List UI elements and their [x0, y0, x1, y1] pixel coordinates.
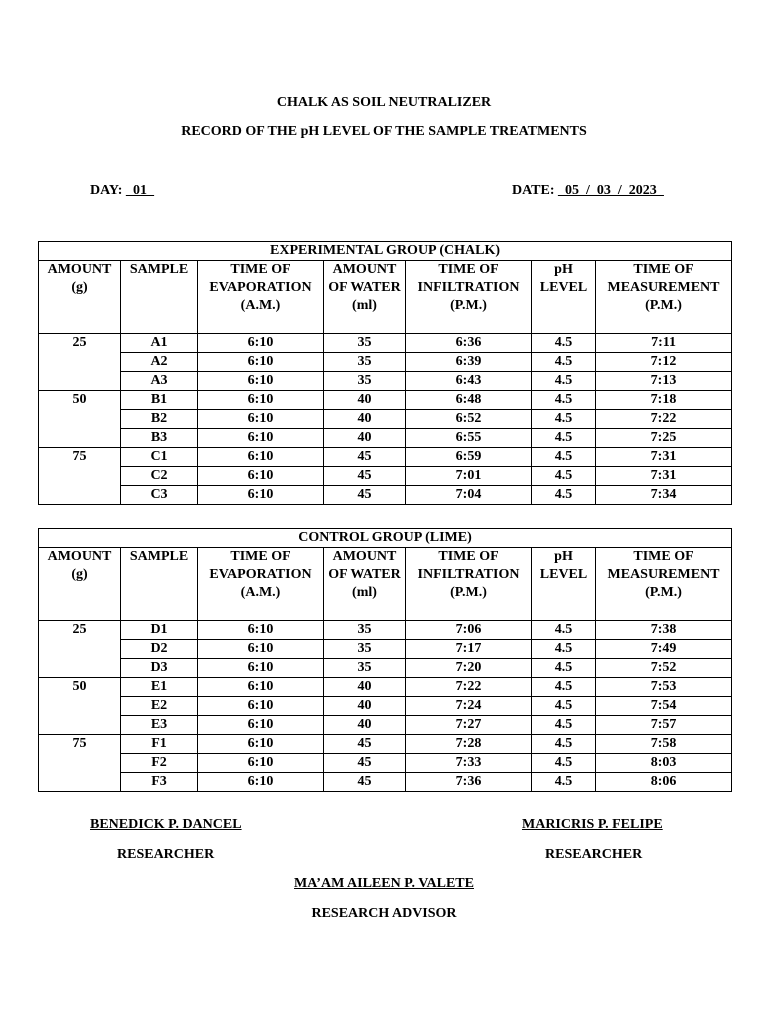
water-cell: 40	[324, 697, 406, 716]
measurement-cell: 7:13	[596, 372, 732, 391]
measurement-cell: 7:18	[596, 391, 732, 410]
infiltration-cell: 7:01	[406, 467, 532, 486]
water-cell: 45	[324, 448, 406, 467]
col-header-ph: pH LEVEL	[532, 261, 596, 334]
measurement-cell: 7:22	[596, 410, 732, 429]
ph-cell: 4.5	[532, 391, 596, 410]
table-row	[39, 640, 732, 659]
water-cell: 45	[324, 486, 406, 505]
ph-cell: 4.5	[532, 372, 596, 391]
evaporation-cell: 6:10	[198, 353, 324, 372]
measurement-cell: 7:49	[596, 640, 732, 659]
infiltration-cell: 7:04	[406, 486, 532, 505]
ph-cell: 4.5	[532, 773, 596, 792]
day-field	[90, 183, 154, 199]
table-row	[39, 678, 732, 697]
amount-cell: 25	[39, 334, 121, 391]
evaporation-cell: 6:10	[198, 716, 324, 735]
researcher2-role: RESEARCHER	[545, 847, 643, 862]
ph-cell: 4.5	[532, 448, 596, 467]
researcher1-role: RESEARCHER	[117, 847, 215, 862]
evaporation-cell: 6:10	[198, 621, 324, 640]
water-cell: 35	[324, 640, 406, 659]
table-row	[39, 372, 732, 391]
table-row	[39, 467, 732, 486]
water-cell: 40	[324, 716, 406, 735]
water-cell: 40	[324, 410, 406, 429]
water-cell: 40	[324, 678, 406, 697]
infiltration-cell: 6:48	[406, 391, 532, 410]
table-row	[39, 621, 732, 640]
table-row	[39, 486, 732, 505]
table-row	[39, 735, 732, 754]
infiltration-cell: 7:06	[406, 621, 532, 640]
infiltration-cell: 6:43	[406, 372, 532, 391]
table-row	[39, 448, 732, 467]
water-cell: 40	[324, 391, 406, 410]
sample-cell: C2	[121, 467, 198, 486]
evaporation-cell: 6:10	[198, 429, 324, 448]
ph-cell: 4.5	[532, 467, 596, 486]
evaporation-cell: 6:10	[198, 659, 324, 678]
water-cell: 45	[324, 735, 406, 754]
ph-cell: 4.5	[532, 735, 596, 754]
advisor-name: MA’AM AILEEN P. VALETE	[294, 876, 474, 891]
sample-cell: B3	[121, 429, 198, 448]
ph-cell: 4.5	[532, 716, 596, 735]
ph-cell: 4.5	[532, 429, 596, 448]
table-row	[39, 659, 732, 678]
measurement-cell: 7:54	[596, 697, 732, 716]
advisor-name-wrap	[0, 876, 768, 892]
sample-cell: E1	[121, 678, 198, 697]
ph-cell: 4.5	[532, 486, 596, 505]
sample-cell: E3	[121, 716, 198, 735]
infiltration-cell: 7:20	[406, 659, 532, 678]
amount-cell: 75	[39, 735, 121, 792]
ph-cell: 4.5	[532, 410, 596, 429]
water-cell: 35	[324, 372, 406, 391]
experimental-group-table	[38, 241, 732, 505]
infiltration-cell: 6:36	[406, 334, 532, 353]
col-header-sample: SAMPLE	[121, 548, 198, 621]
ph-cell: 4.5	[532, 659, 596, 678]
table-row	[39, 410, 732, 429]
evaporation-cell: 6:10	[198, 410, 324, 429]
measurement-cell: 7:53	[596, 678, 732, 697]
evaporation-cell: 6:10	[198, 448, 324, 467]
evaporation-cell: 6:10	[198, 773, 324, 792]
col-header-evaporation: TIME OF EVAPORATION (A.M.)	[198, 548, 324, 621]
col-header-infiltration: TIME OF INFILTRATION (P.M.)	[406, 261, 532, 334]
table-row	[39, 716, 732, 735]
infiltration-cell: 7:36	[406, 773, 532, 792]
col-header-infiltration: TIME OF INFILTRATION (P.M.)	[406, 548, 532, 621]
table-row	[39, 429, 732, 448]
day-value: _01_	[125, 183, 154, 198]
experimental-group-title: EXPERIMENTAL GROUP (CHALK)	[39, 242, 732, 261]
water-cell: 35	[324, 334, 406, 353]
measurement-cell: 7:11	[596, 334, 732, 353]
evaporation-cell: 6:10	[198, 678, 324, 697]
table-row	[39, 391, 732, 410]
measurement-cell: 7:57	[596, 716, 732, 735]
date-value: _05_/_03_/_2023_	[558, 183, 664, 198]
evaporation-cell: 6:10	[198, 735, 324, 754]
evaporation-cell: 6:10	[198, 640, 324, 659]
measurement-cell: 7:34	[596, 486, 732, 505]
infiltration-cell: 7:24	[406, 697, 532, 716]
infiltration-cell: 7:28	[406, 735, 532, 754]
infiltration-cell: 7:27	[406, 716, 532, 735]
sample-cell: F3	[121, 773, 198, 792]
col-header-sample: SAMPLE	[121, 261, 198, 334]
col-header-measurement: TIME OF MEASUREMENT (P.M.)	[596, 548, 732, 621]
sample-cell: A2	[121, 353, 198, 372]
sample-cell: F1	[121, 735, 198, 754]
table-row	[39, 334, 732, 353]
amount-cell: 50	[39, 678, 121, 735]
advisor-role: RESEARCH ADVISOR	[311, 906, 457, 921]
ph-cell: 4.5	[532, 697, 596, 716]
water-cell: 35	[324, 621, 406, 640]
infiltration-cell: 6:59	[406, 448, 532, 467]
amount-cell: 75	[39, 448, 121, 505]
col-header-amount: AMOUNT (g)	[39, 261, 121, 334]
ph-cell: 4.5	[532, 621, 596, 640]
date-label: DATE:	[512, 183, 555, 198]
sample-cell: D1	[121, 621, 198, 640]
col-header-measurement: TIME OF MEASUREMENT (P.M.)	[596, 261, 732, 334]
document-subtitle: RECORD OF THE pH LEVEL OF THE SAMPLE TREATMENTS	[181, 124, 587, 139]
infiltration-cell: 6:55	[406, 429, 532, 448]
measurement-cell: 7:58	[596, 735, 732, 754]
table-row	[39, 773, 732, 792]
col-header-amount: AMOUNT (g)	[39, 548, 121, 621]
evaporation-cell: 6:10	[198, 391, 324, 410]
col-header-water: AMOUNT OF WATER (ml)	[324, 261, 406, 334]
water-cell: 35	[324, 353, 406, 372]
ph-cell: 4.5	[532, 640, 596, 659]
measurement-cell: 8:06	[596, 773, 732, 792]
measurement-cell: 7:12	[596, 353, 732, 372]
measurement-cell: 7:38	[596, 621, 732, 640]
table-row	[39, 754, 732, 773]
measurement-cell: 7:31	[596, 467, 732, 486]
amount-cell: 50	[39, 391, 121, 448]
infiltration-cell: 7:33	[406, 754, 532, 773]
table-row	[39, 353, 732, 372]
sample-cell: C3	[121, 486, 198, 505]
sample-cell: D3	[121, 659, 198, 678]
evaporation-cell: 6:10	[198, 467, 324, 486]
measurement-cell: 7:31	[596, 448, 732, 467]
evaporation-cell: 6:10	[198, 372, 324, 391]
infiltration-cell: 7:22	[406, 678, 532, 697]
water-cell: 45	[324, 467, 406, 486]
measurement-cell: 8:03	[596, 754, 732, 773]
sample-cell: A1	[121, 334, 198, 353]
water-cell: 40	[324, 429, 406, 448]
evaporation-cell: 6:10	[198, 697, 324, 716]
control-group-table	[38, 528, 732, 792]
evaporation-cell: 6:10	[198, 334, 324, 353]
ph-cell: 4.5	[532, 334, 596, 353]
evaporation-cell: 6:10	[198, 754, 324, 773]
col-header-ph: pH LEVEL	[532, 548, 596, 621]
day-label: DAY:	[90, 183, 123, 198]
date-field	[512, 183, 664, 199]
col-header-water: AMOUNT OF WATER (ml)	[324, 548, 406, 621]
ph-cell: 4.5	[532, 754, 596, 773]
measurement-cell: 7:25	[596, 429, 732, 448]
sample-cell: F2	[121, 754, 198, 773]
water-cell: 45	[324, 754, 406, 773]
sample-cell: B2	[121, 410, 198, 429]
infiltration-cell: 6:52	[406, 410, 532, 429]
infiltration-cell: 7:17	[406, 640, 532, 659]
researcher2-name: MARICRIS P. FELIPE	[522, 817, 663, 832]
sample-cell: A3	[121, 372, 198, 391]
sample-cell: D2	[121, 640, 198, 659]
evaporation-cell: 6:10	[198, 486, 324, 505]
sample-cell: E2	[121, 697, 198, 716]
table-row	[39, 697, 732, 716]
water-cell: 45	[324, 773, 406, 792]
document-title: CHALK AS SOIL NEUTRALIZER	[276, 95, 492, 110]
control-group-title: CONTROL GROUP (LIME)	[39, 529, 732, 548]
ph-cell: 4.5	[532, 678, 596, 697]
ph-cell: 4.5	[532, 353, 596, 372]
infiltration-cell: 6:39	[406, 353, 532, 372]
measurement-cell: 7:52	[596, 659, 732, 678]
sample-cell: B1	[121, 391, 198, 410]
researcher1-name: BENEDICK P. DANCEL	[90, 817, 242, 832]
sample-cell: C1	[121, 448, 198, 467]
water-cell: 35	[324, 659, 406, 678]
col-header-evaporation: TIME OF EVAPORATION (A.M.)	[198, 261, 324, 334]
amount-cell: 25	[39, 621, 121, 678]
